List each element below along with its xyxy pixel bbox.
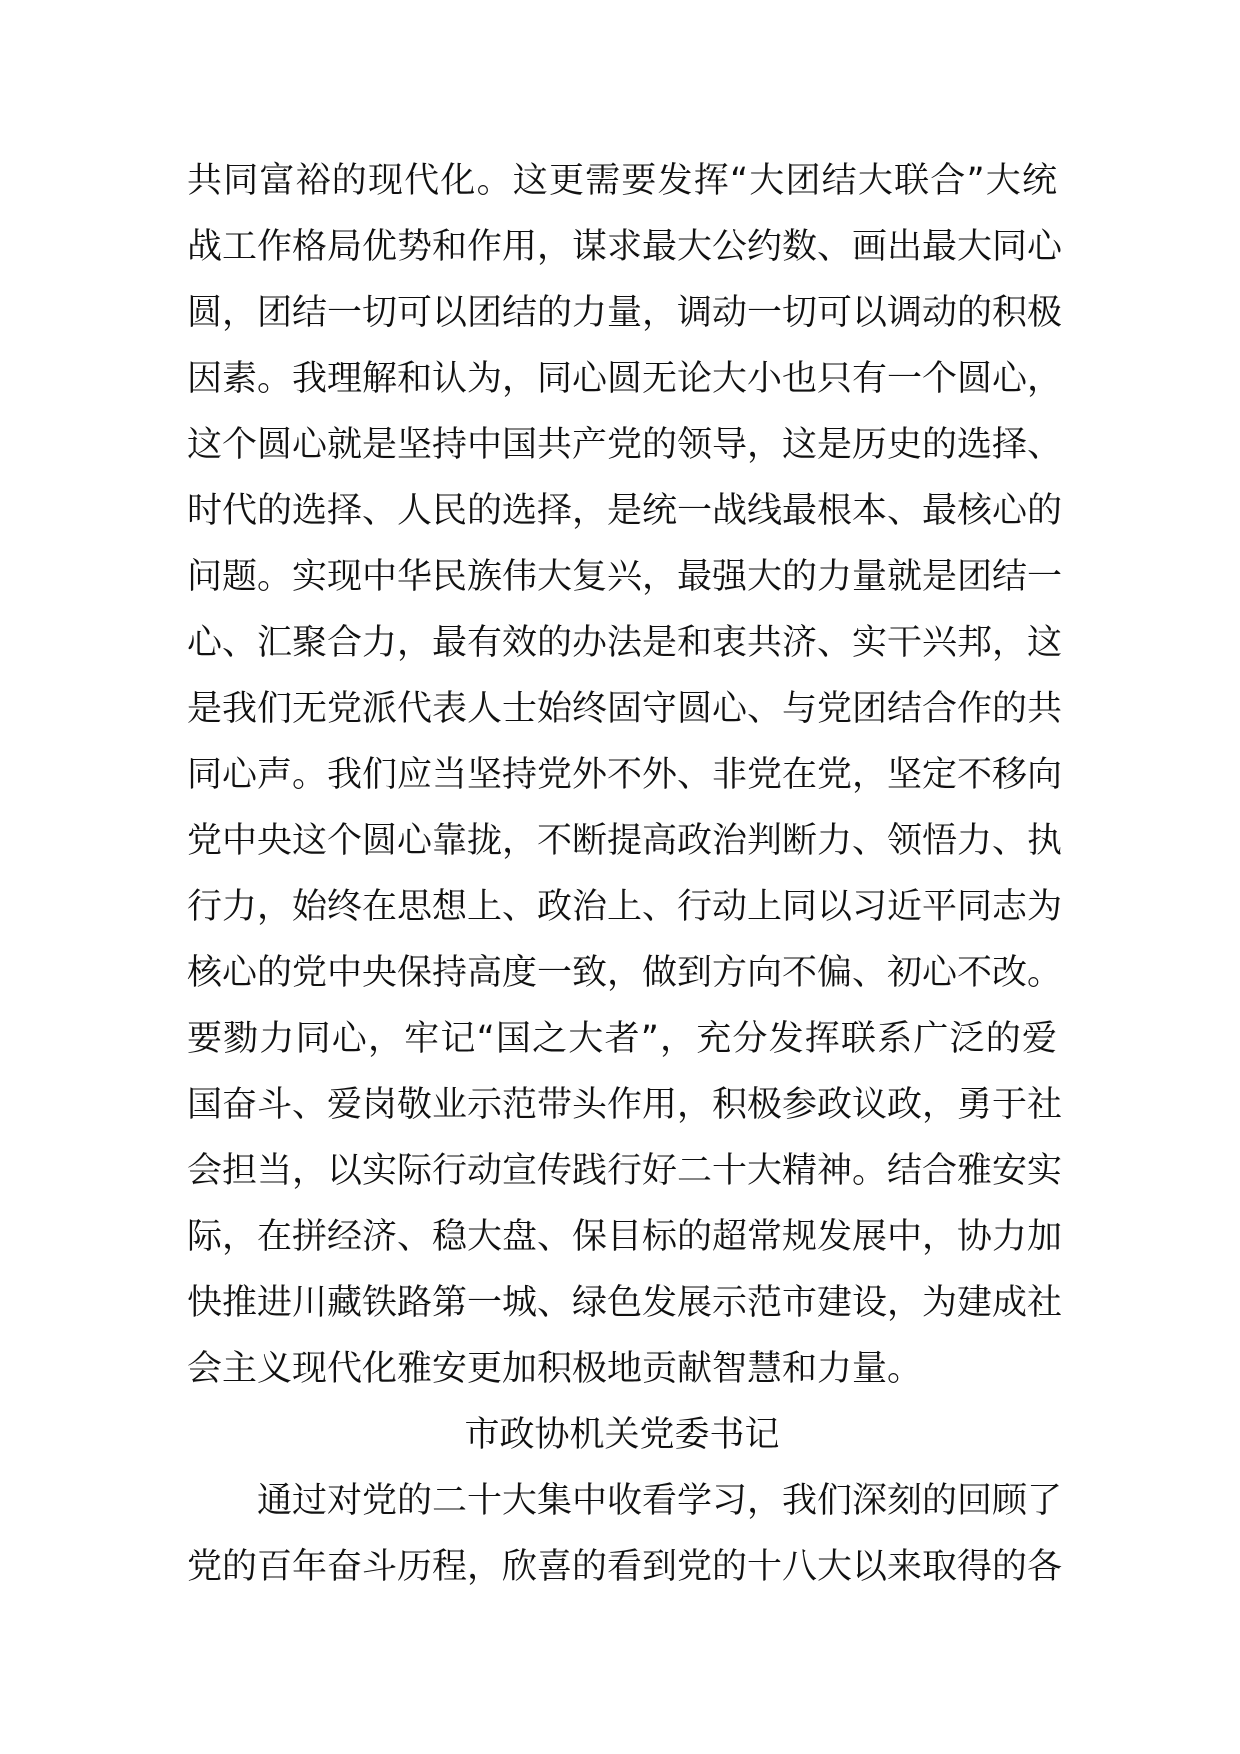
section-heading: 市政协机关党委书记 [464, 1415, 780, 1455]
paragraph-line: 因素。我理解和认为，同心圆无论大小也只有一个圆心， [187, 359, 1063, 399]
paragraph-line: 核心的党中央保持高度一致，做到方向不偏、初心不改。 [187, 953, 1063, 993]
paragraph-line: 问题。实现中华民族伟大复兴，最强大的力量就是团结一 [187, 557, 1063, 597]
paragraph-line: 国奋斗、爱岗敬业示范带头作用，积极参政议政，勇于社 [187, 1085, 1063, 1125]
paragraph-line: 要勠力同心，牢记“国之大者”，充分发挥联系广泛的爱 [187, 1019, 1057, 1059]
paragraph-line: 同心声。我们应当坚持党外不外、非党在党，坚定不移向 [187, 755, 1063, 795]
document-body [187, 148, 1063, 1600]
paragraph-line: 是我们无党派代表人士始终固守圆心、与党团结合作的共 [187, 689, 1063, 729]
paragraph-line: 心、汇聚合力，最有效的办法是和衷共济、实干兴邦，这 [187, 623, 1063, 663]
paragraph-line: 共同富裕的现代化。这更需要发挥“大团结大联合”大统 [187, 161, 1057, 201]
paragraph-line: 行力，始终在思想上、政治上、行动上同以习近平同志为 [187, 887, 1063, 927]
paragraph-line: 通过对党的二十大集中收看学习，我们深刻的回顾了 [257, 1481, 1063, 1521]
paragraph-line: 这个圆心就是坚持中国共产党的领导，这是历史的选择、 [187, 425, 1063, 465]
paragraph-line: 圆，团结一切可以团结的力量，调动一切可以调动的积极 [187, 293, 1063, 333]
paragraph-line: 会主义现代化雅安更加积极地贡献智慧和力量。 [187, 1349, 923, 1389]
paragraph-line: 际，在拼经济、稳大盘、保目标的超常规发展中，协力加 [187, 1217, 1063, 1257]
paragraph-line: 会担当，以实际行动宣传践行好二十大精神。结合雅安实 [187, 1151, 1063, 1191]
paragraph-line: 战工作格局优势和作用，谋求最大公约数、画出最大同心 [187, 227, 1063, 267]
paragraph-line: 党的百年奋斗历程，欣喜的看到党的十八大以来取得的各 [187, 1547, 1063, 1587]
paragraph-line: 快推进川藏铁路第一城、绿色发展示范市建设，为建成社 [187, 1283, 1063, 1323]
paragraph-line: 时代的选择、人民的选择，是统一战线最根本、最核心的 [187, 491, 1063, 531]
paragraph-line: 党中央这个圆心靠拢，不断提高政治判断力、领悟力、执 [187, 821, 1063, 861]
